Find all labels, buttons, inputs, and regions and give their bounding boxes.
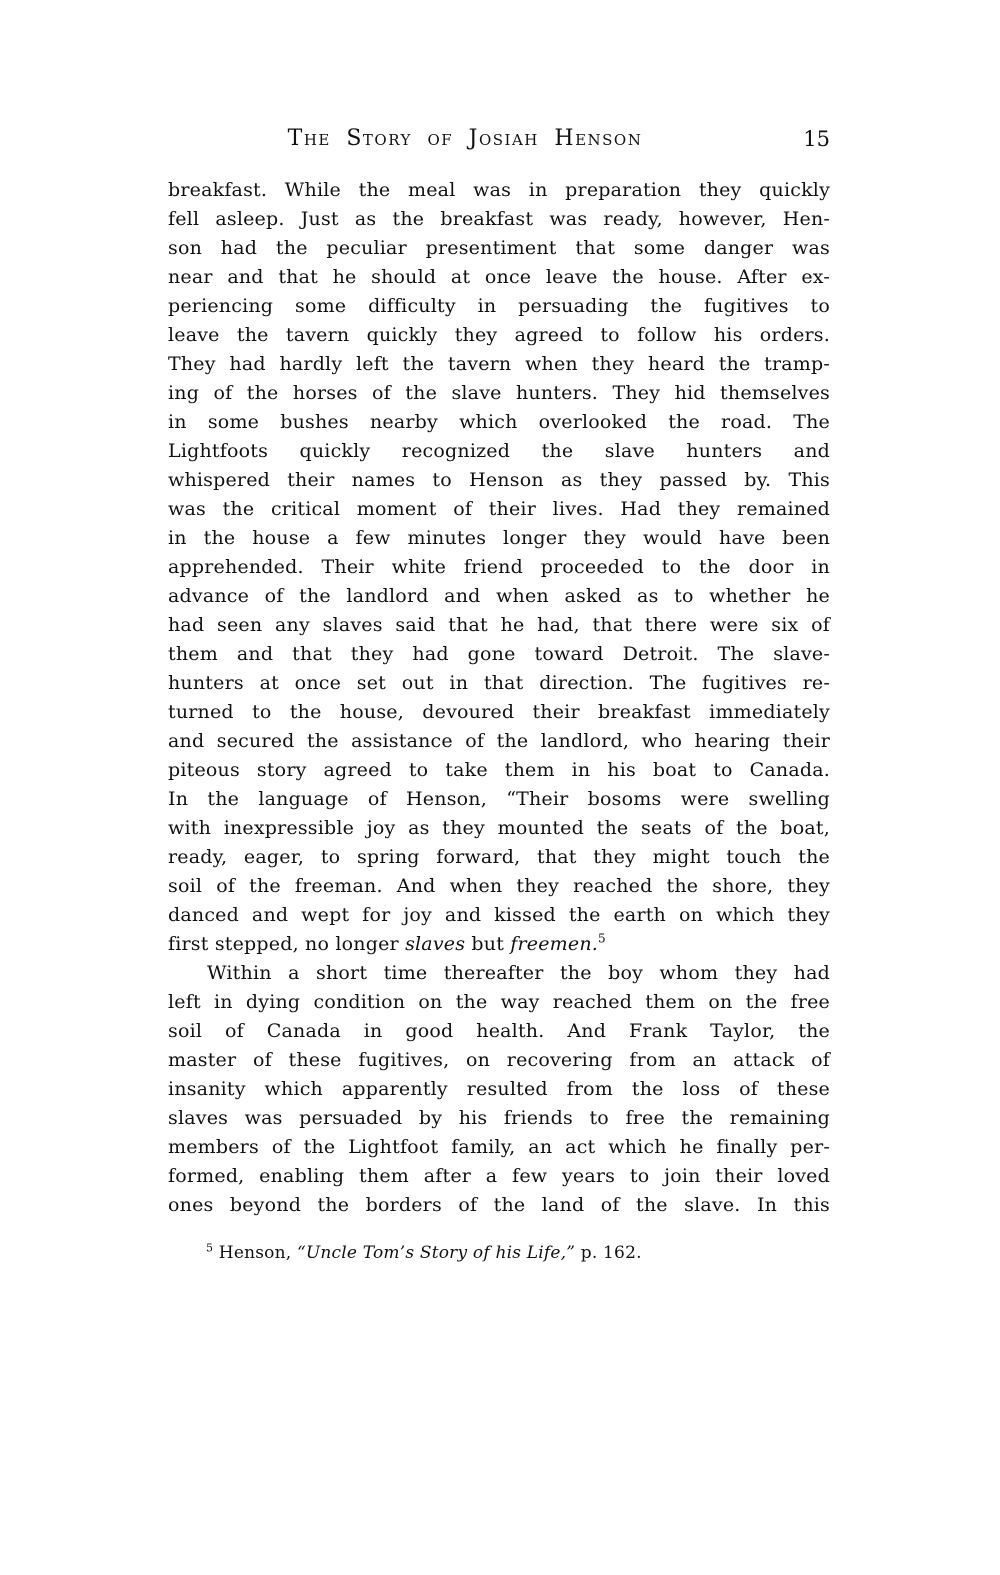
text-line: in some bushes nearby which overlooked the road. The [168,411,830,433]
text-line: left in dying condition on the way reached them on the free [168,991,830,1013]
text-line: had seen any slaves said that he had, that there were six of [168,614,830,636]
text-line: hunters at once set out in that direction. The fugitives re- [168,672,830,694]
text-line: members of the Lightfoot family, an act which he finally per- [168,1136,830,1158]
page-title: The Story of Josiah Henson [287,126,643,151]
text-segment: first stepped, no longer [168,933,406,955]
text-line: breakfast. While the meal was in preparation they quickly [168,179,830,201]
text-line: turned to the house, devoured their breakfast immediately [168,701,830,723]
text-segment: freemen. [510,933,599,955]
text-line: insanity which apparently resulted from the loss of these [168,1078,830,1100]
text-line: whispered their names to Henson as they passed by. This [168,469,830,491]
text-line: them and that they had gone toward Detroit. The slave- [168,643,830,665]
text-line: Within a short time thereafter the boy whom they had [207,962,830,984]
text-line: and secured the assistance of the landlord, who hearing their [168,730,830,752]
paragraph-1-last-line [168,930,830,959]
text-line: master of these fugitives, on recovering from an attack of [168,1049,830,1071]
text-line: danced and wept for joy and kissed the earth on which they [168,904,830,926]
text-line: leave the tavern quickly they agreed to follow his orders. [168,324,830,346]
footnote-reference-marker: 5 [598,931,606,946]
text-line: ready, eager, to spring forward, that they might touch the [168,846,830,868]
text-segment: but [465,933,511,955]
text-line: near and that he should at once leave the house. After ex- [168,266,830,288]
text-line: son had the peculiar presentiment that some danger was [168,237,830,259]
text-segment: slaves [405,933,466,955]
text-line: advance of the landlord and when asked as to whether he [168,585,830,607]
text-line: soil of the freeman. And when they reached the shore, they [168,875,830,897]
paragraph-2 [168,959,830,1220]
text-line: ing of the horses of the slave hunters. They hid themselves [168,382,830,404]
footnote-reference-marker: 5 [206,1241,214,1255]
body-text [168,176,830,1220]
text-line: slaves was persuaded by his friends to free the remaining [168,1107,830,1129]
running-head [168,124,830,154]
page-number: 15 [803,127,830,151]
paragraph-1 [168,176,830,930]
text-segment: Henson, [213,1243,297,1263]
text-segment: p. 162. [575,1243,642,1263]
text-line: periencing some difficulty in persuading the fugitives to [168,295,830,317]
text-line: ones beyond the borders of the land of the slave. In this [168,1194,830,1216]
text-line: piteous story agreed to take them in his boat to Canada. [168,759,830,781]
text-line: soil of Canada in good health. And Frank Taylor, the [168,1020,830,1042]
text-segment: “Uncle Tom’s Story of his Life,” [296,1243,576,1263]
text-line: was the critical moment of their lives. Had they remained [168,498,830,520]
text-line: They had hardly left the tavern when they heard the tramp- [168,353,830,375]
text-line: Lightfoots quickly recognized the slave hunters and [168,440,830,462]
text-line: formed, enabling them after a few years to join their loved [168,1165,830,1187]
footnote [206,1241,830,1265]
text-line: apprehended. Their white friend proceeded to the door in [168,556,830,578]
text-line: with inexpressible joy as they mounted the seats of the boat, [168,817,830,839]
text-line: fell asleep. Just as the breakfast was ready, however, Hen- [168,208,830,230]
text-line: In the language of Henson, “Their bosoms were swelling [168,788,830,810]
text-line: in the house a few minutes longer they would have been [168,527,830,549]
